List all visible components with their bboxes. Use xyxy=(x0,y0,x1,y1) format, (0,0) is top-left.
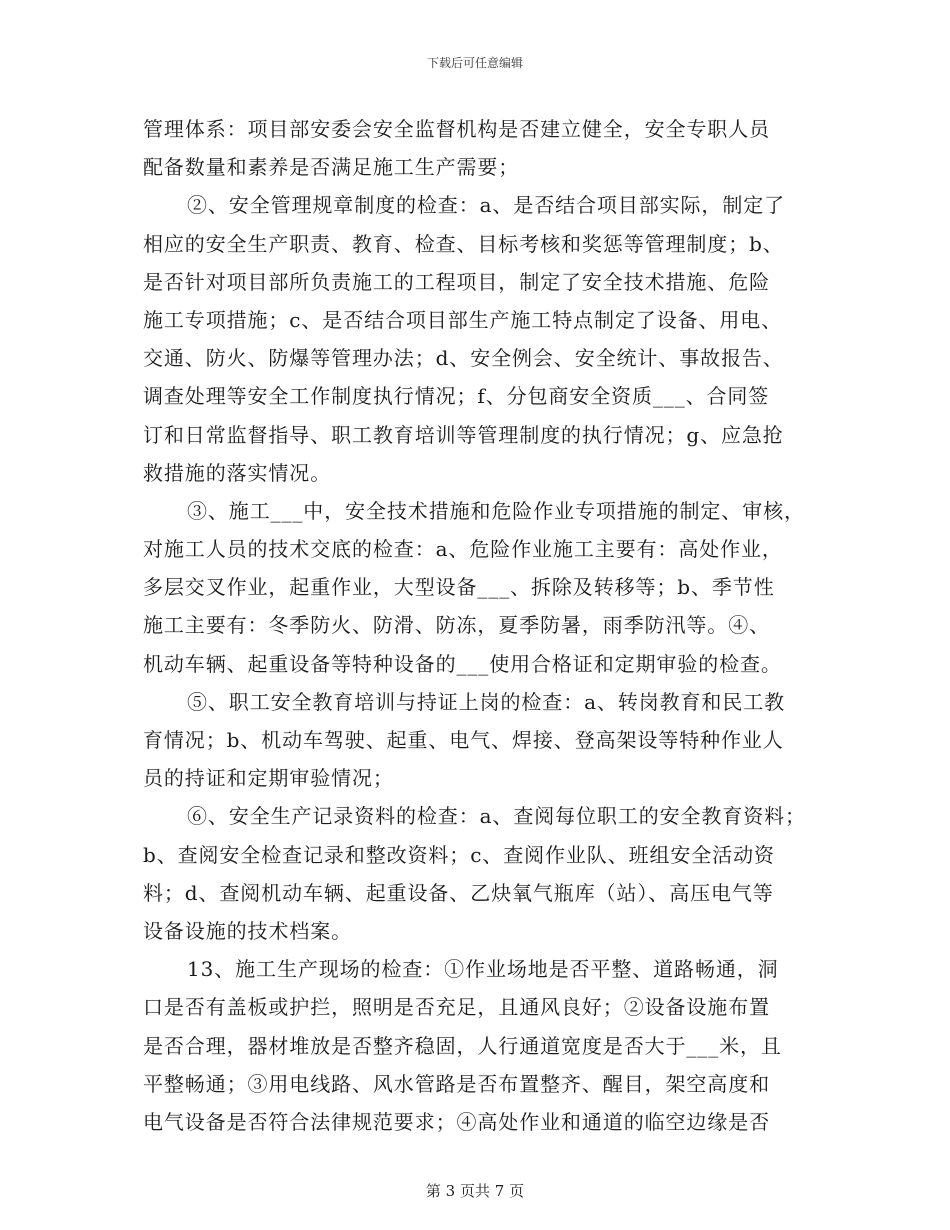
text-line: 是否针对项目部所负责施工的工程项目，制定了安全技术措施、危险 xyxy=(143,269,770,294)
text-line: 订和日常监督指导、职工教育培训等管理制度的执行情况；g、应急抢 xyxy=(143,422,784,447)
text-line: 员的持证和定期审验情况； xyxy=(143,766,394,791)
text-line: 口是否有盖板或护拦，照明是否充足，且通风良好；②设备设施布置 xyxy=(143,995,770,1020)
text-line: 平整畅通；③用电线路、风水管路是否布置整齐、醒目，架空高度和 xyxy=(143,1071,770,1096)
text-line: 是否合理，器材堆放是否整齐稳固，人行通道宽度是否大于___米，且 xyxy=(143,1033,782,1058)
page-footer: 第 3 页共 7 页 xyxy=(425,1182,525,1200)
text-line: 多层交叉作业，起重作业，大型设备___、拆除及转移等；b、季节性 xyxy=(143,575,775,600)
text-line: 电气设备是否符合法律规范要求；④高处作业和通道的临空边缘是否 xyxy=(143,1109,770,1134)
text-line: ⑥、安全生产记录资料的检查：a、查阅每位职工的安全教育资料； xyxy=(187,804,806,829)
text-line: ⑤、职工安全教育培训与持证上岗的检查：a、转岗教育和民工教 xyxy=(187,689,786,714)
text-line: 配备数量和素养是否满足施工生产需要； xyxy=(143,155,520,180)
text-line: 施工主要有：冬季防火、防滑、防冻，夏季防暑，雨季防汛等。④、 xyxy=(143,613,770,638)
text-line: 机动车辆、起重设备等特种设备的___使用合格证和定期审验的检查。 xyxy=(143,651,782,676)
text-line: ③、施工___中，安全技术措施和危险作业专项措施的制定、审核， xyxy=(187,498,805,523)
text-line: 调查处理等安全工作制度执行情况；f、分包商安全资质___、合同签 xyxy=(143,384,770,409)
document-body xyxy=(143,110,823,1141)
text-line: 对施工人员的技术交底的检查：a、危险作业施工主要有：高处作业， xyxy=(143,537,783,562)
text-line: 施工专项措施；c、是否结合项目部生产施工特点制定了设备、用电、 xyxy=(143,307,783,332)
text-line: ②、安全管理规章制度的检查：a、是否结合项目部实际，制定了 xyxy=(187,193,786,218)
text-line: 设备设施的技术档案。 xyxy=(143,918,352,943)
page-header: 下载后可任意编辑 xyxy=(426,56,523,70)
text-line: 料；d、查阅机动车辆、起重设备、乙炔氧气瓶库（站）、高压电气等 xyxy=(143,880,774,905)
text-line: 13、施工生产现场的检查：①作业场地是否平整、道路畅通，洞 xyxy=(187,957,779,982)
text-line: 管理体系：项目部安委会安全监督机构是否建立健全，安全专职人员 xyxy=(143,117,770,141)
text-line: b、查阅安全检查记录和整改资料；c、查阅作业队、班组安全活动资 xyxy=(143,842,775,867)
text-line: 育情况；b、机动车驾驶、起重、电气、焊接、登高架设等特种作业人 xyxy=(143,728,784,752)
text-line: 交通、防火、防爆等管理办法；d、安全例会、安全统计、事故报告、 xyxy=(143,346,784,371)
text-line: 救措施的落实情况。 xyxy=(143,460,332,485)
text-line: 相应的安全生产职责、教育、检查、目标考核和奖惩等管理制度；b、 xyxy=(143,231,784,256)
